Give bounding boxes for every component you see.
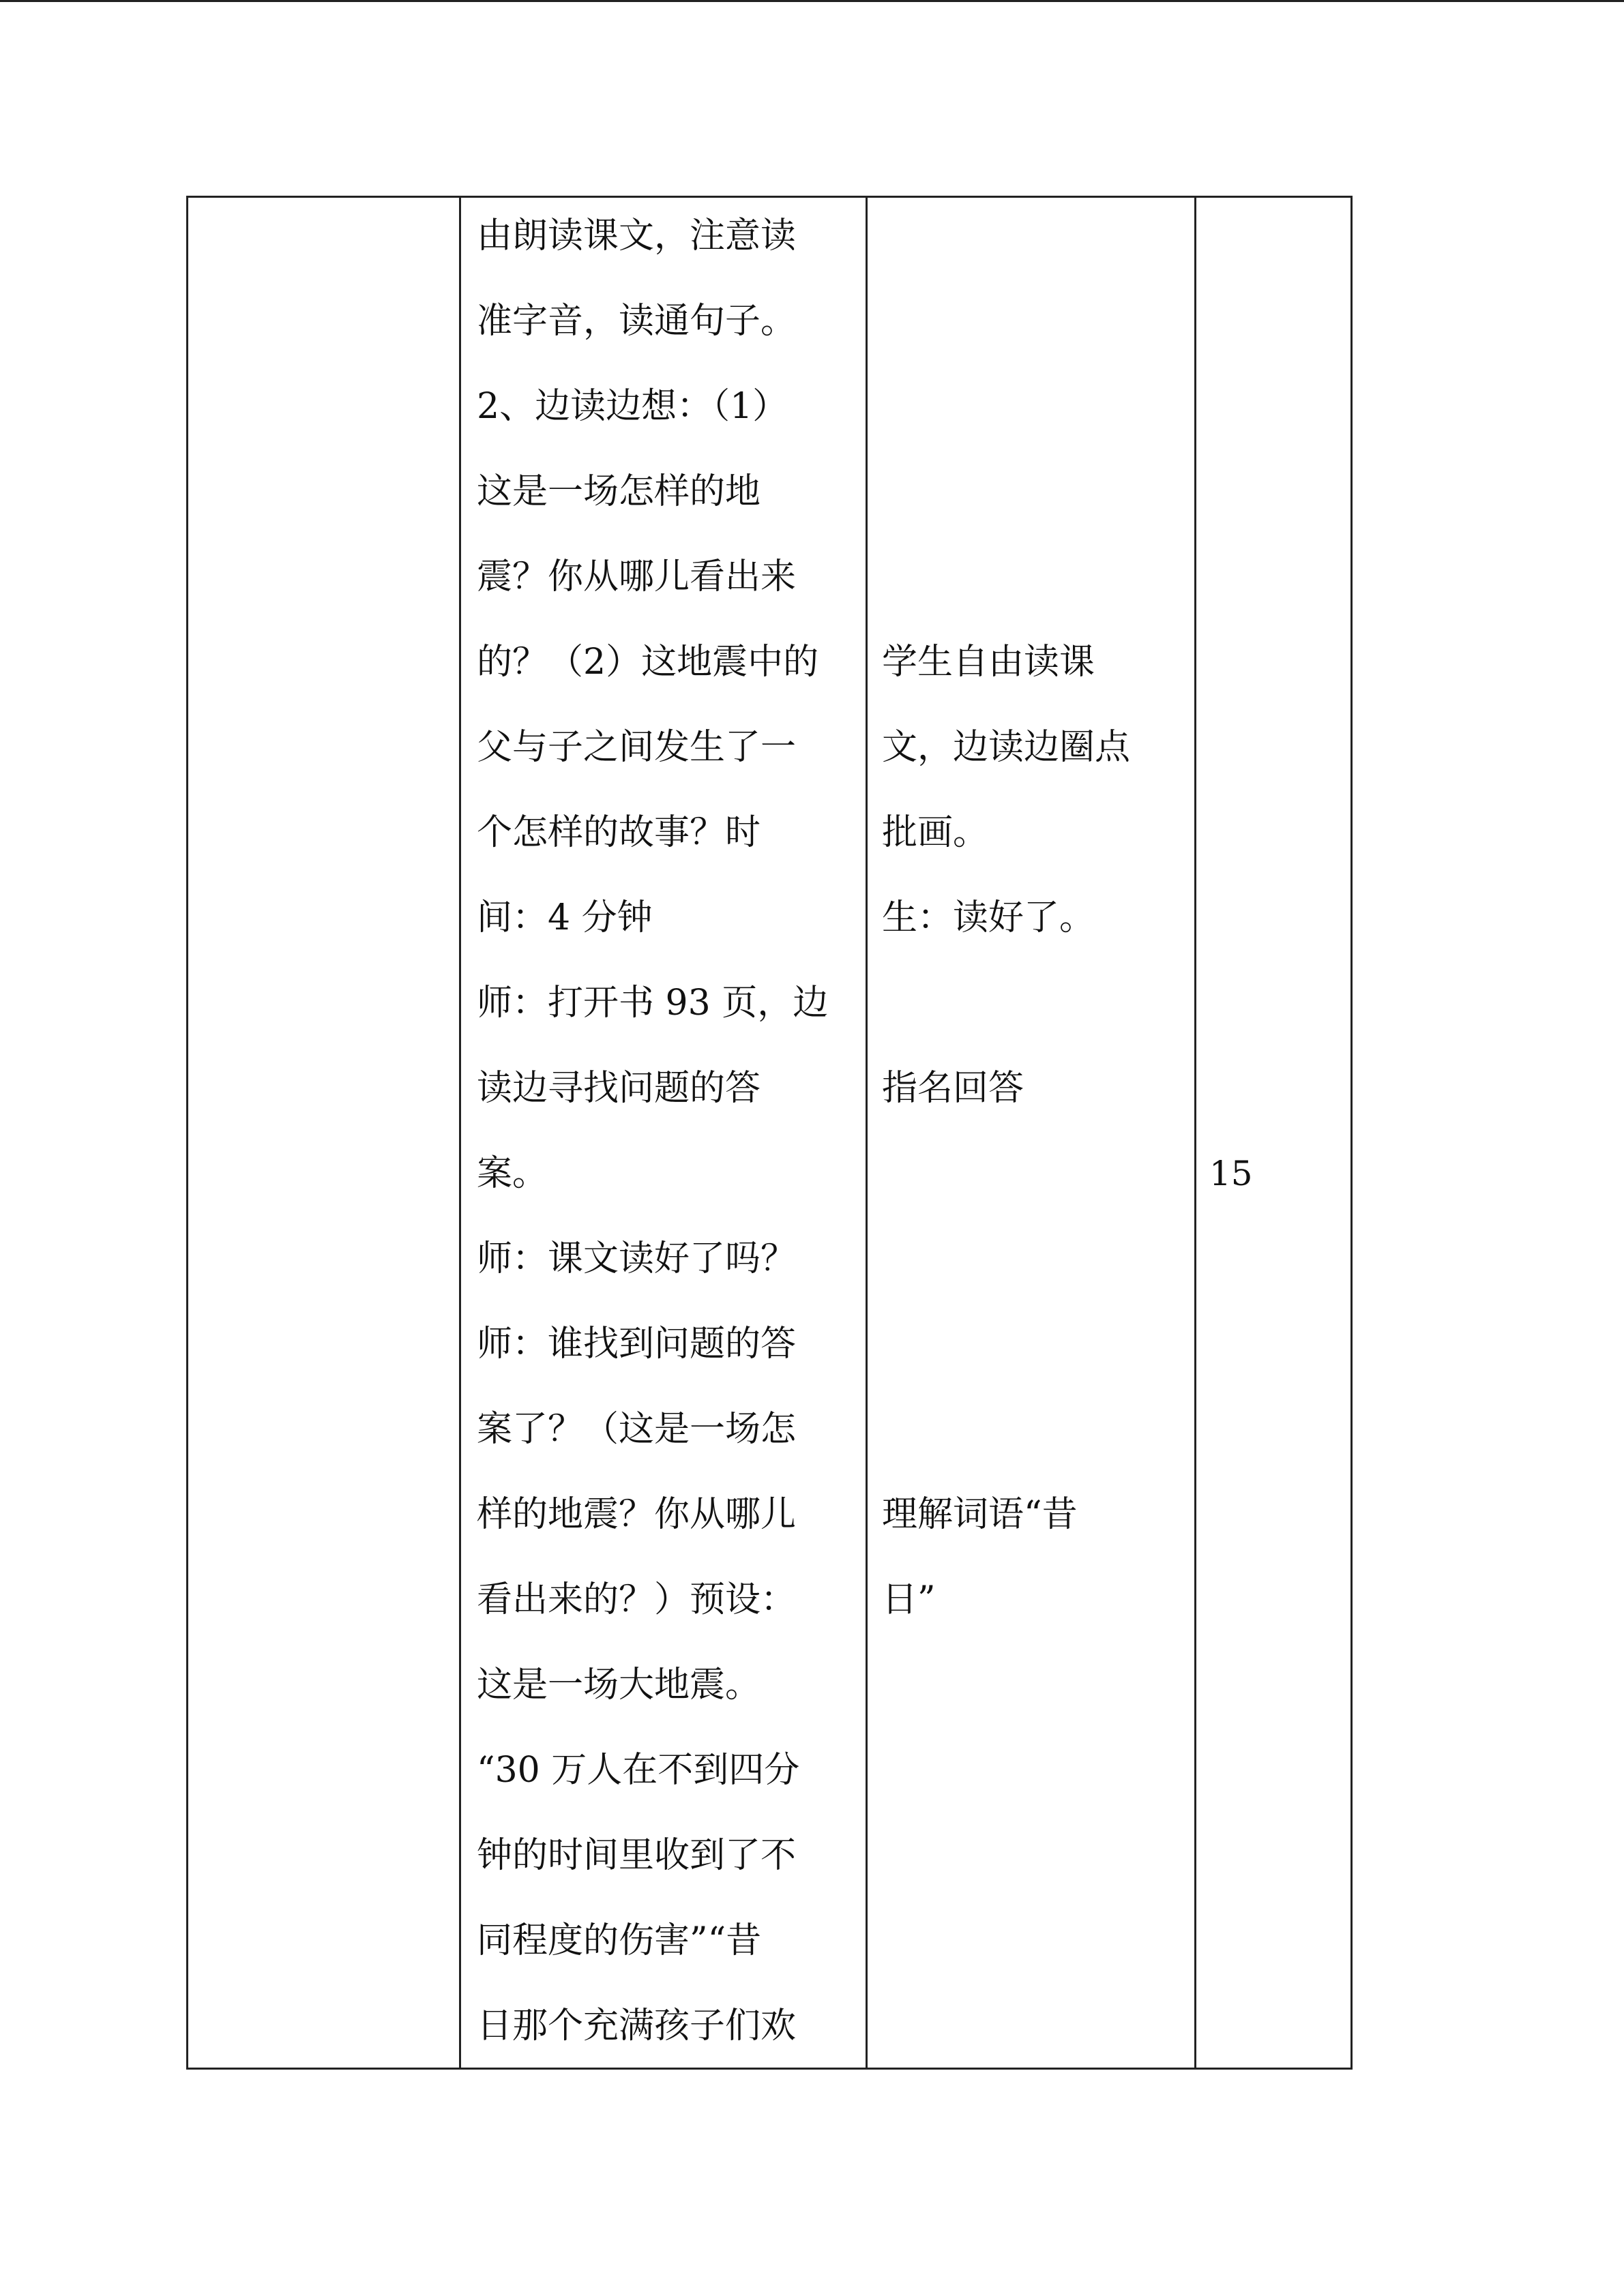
teacher-line: 读边寻找问题的答 [477,1068,761,1109]
student-line: 指名回答 [882,1068,1024,1109]
teacher-line: 同程度的伤害”“昔 [477,1920,762,1961]
column-divider-2 [866,198,868,2068]
teacher-line: 父与子之间发生了一 [477,727,797,768]
teacher-line: 师：打开书 93 页，边 [477,983,829,1024]
stage-cell [188,198,459,2068]
student-line: 学生自由读课 [882,642,1095,683]
teacher-line: 样的地震？你从哪儿 [477,1494,797,1535]
page-top-border [0,0,1624,2]
student-line: 生：读好了。 [882,897,1095,938]
teacher-line: 看出来的？）预设： [477,1579,797,1620]
student-line: 日” [882,1579,936,1620]
teacher-line: 日那个充满孩子们欢 [477,2006,797,2046]
teacher-line: 师：谁找到问题的答 [477,1324,797,1365]
student-line: 文，边读边圈点 [882,727,1131,768]
teacher-line: 师：课文读好了吗？ [477,1238,797,1279]
teacher-line: 这是一场怎样的地 [477,471,761,512]
student-line: 批画。 [882,812,989,853]
student-activity-cell [882,198,1192,2068]
teacher-line: 案了？（这是一场怎 [477,1409,797,1450]
teacher-line: 2、边读边想：（1） [477,386,788,427]
teacher-line: 这是一场大地震。 [477,1665,761,1705]
time-minutes: 15 [1209,1154,1253,1193]
time-cell [1209,198,1349,2068]
teacher-line: 案。 [477,1153,548,1194]
teacher-line: 震？你从哪儿看出来 [477,556,797,597]
column-divider-3 [1194,198,1196,2068]
teacher-line: “30 万人在不到四分 [477,1750,800,1791]
teacher-line: 个怎样的故事？时 [477,812,761,853]
column-divider-1 [459,198,461,2068]
lesson-plan-table [186,196,1353,2070]
teacher-line: 间：4 分钟 [477,897,653,938]
teacher-line: 的？（2）这地震中的 [477,642,819,683]
student-line: 理解词语“昔 [882,1494,1078,1535]
teacher-line: 钟的时间里收到了不 [477,1835,797,1876]
teacher-line: 准字音，读通句子。 [477,301,797,342]
teacher-activity-cell [477,198,862,2068]
teacher-line: 由朗读课文，注意读 [477,215,797,256]
